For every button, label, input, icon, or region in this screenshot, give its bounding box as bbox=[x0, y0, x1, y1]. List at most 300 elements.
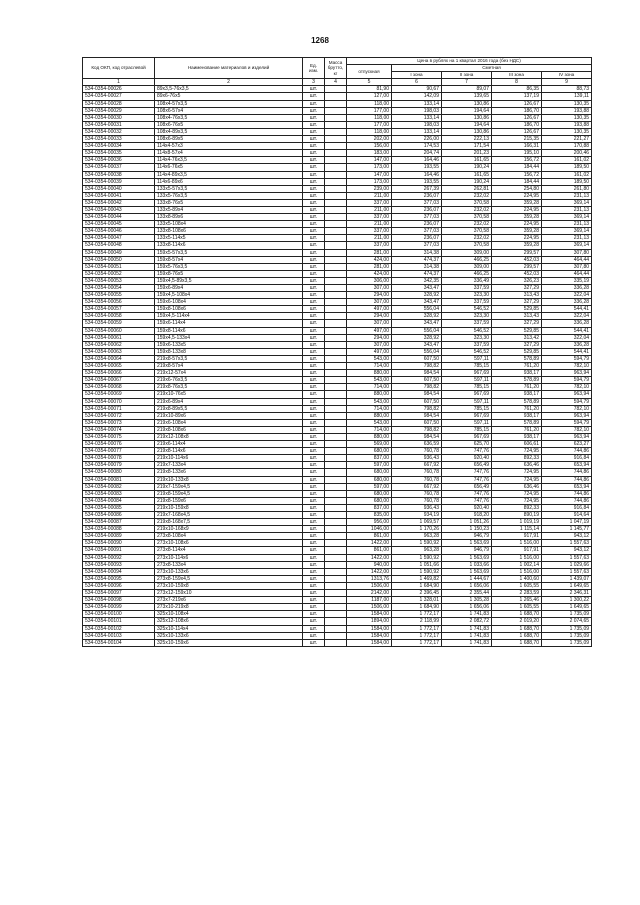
table-row bbox=[83, 554, 592, 561]
item-name-cell: 108x6-57x4 bbox=[155, 107, 303, 114]
table-row bbox=[83, 277, 592, 284]
okp-code-cell: 534-0354-00031 bbox=[83, 121, 155, 128]
zone-4-price-cell: 200,46 bbox=[542, 150, 592, 157]
zone-3-price-cell: 126,67 bbox=[492, 100, 542, 107]
table-row bbox=[83, 313, 592, 320]
zone-1-price-cell: 164,46 bbox=[392, 157, 442, 164]
item-name-cell: 133x8-89x6 bbox=[155, 214, 303, 221]
okp-code-cell: 534-0354-00061 bbox=[83, 334, 155, 341]
zone-2-price-cell: 967,69 bbox=[442, 412, 492, 419]
item-name-cell: 89x3,5-76x3,5 bbox=[155, 86, 303, 93]
unit-cell: шт. bbox=[303, 214, 325, 221]
zone-2-price-cell: 967,69 bbox=[442, 433, 492, 440]
release-price-cell: 147,00 bbox=[347, 171, 392, 178]
zone-2-price-cell: 918,20 bbox=[442, 512, 492, 519]
table-row bbox=[83, 235, 592, 242]
zone-1-price-cell: 164,46 bbox=[392, 171, 442, 178]
zone-4-price-cell: 1 145,77 bbox=[542, 526, 592, 533]
item-name-cell: 219x8-89x5,5 bbox=[155, 405, 303, 412]
mass-cell bbox=[325, 476, 347, 483]
okp-code-cell: 534-0354-00057 bbox=[83, 306, 155, 313]
okp-code-cell: 534-0354-00032 bbox=[83, 128, 155, 135]
item-name-cell: 159x5-57x3,5 bbox=[155, 249, 303, 256]
unit-cell: шт. bbox=[303, 625, 325, 632]
release-price-cell: 2142,00 bbox=[347, 590, 392, 597]
table-row bbox=[83, 355, 592, 362]
mass-cell bbox=[325, 292, 347, 299]
zone-4-price-cell: 189,50 bbox=[542, 178, 592, 185]
zone-2-price-cell: 946,79 bbox=[442, 547, 492, 554]
zone-3-price-cell: 327,29 bbox=[492, 320, 542, 327]
unit-cell: шт. bbox=[303, 100, 325, 107]
zone-4-price-cell: 963,94 bbox=[542, 433, 592, 440]
okp-code-cell: 534-0354-00068 bbox=[83, 384, 155, 391]
zone-4-price-cell: 336,28 bbox=[542, 341, 592, 348]
zone-3-price-cell: 938,17 bbox=[492, 412, 542, 419]
unit-cell: шт. bbox=[303, 419, 325, 426]
unit-cell: шт. bbox=[303, 469, 325, 476]
table-row bbox=[83, 469, 592, 476]
mass-cell bbox=[325, 370, 347, 377]
header-mass: Масса брутто, кг bbox=[325, 58, 347, 79]
unit-cell: шт. bbox=[303, 320, 325, 327]
mass-cell bbox=[325, 419, 347, 426]
table-row bbox=[83, 178, 592, 185]
unit-cell: шт. bbox=[303, 348, 325, 355]
okp-code-cell: 534-0354-00034 bbox=[83, 143, 155, 150]
release-price-cell: 81,90 bbox=[347, 86, 392, 93]
zone-1-price-cell: 984,54 bbox=[392, 370, 442, 377]
item-name-cell: 219x6-76x3,5 bbox=[155, 377, 303, 384]
unit-cell: шт. bbox=[303, 292, 325, 299]
release-price-cell: 1584,00 bbox=[347, 639, 392, 646]
zone-1-price-cell: 198,03 bbox=[392, 107, 442, 114]
table-row bbox=[83, 377, 592, 384]
table-row bbox=[83, 398, 592, 405]
zone-1-price-cell: 314,38 bbox=[392, 249, 442, 256]
okp-code-cell: 534-0354-00075 bbox=[83, 433, 155, 440]
zone-2-price-cell: 370,58 bbox=[442, 214, 492, 221]
table-row bbox=[83, 320, 592, 327]
unit-cell: шт. bbox=[303, 157, 325, 164]
zone-4-price-cell: 307,80 bbox=[542, 249, 592, 256]
zone-1-price-cell: 90,67 bbox=[392, 86, 442, 93]
okp-code-cell: 534-0354-00099 bbox=[83, 604, 155, 611]
table-row bbox=[83, 341, 592, 348]
zone-2-price-cell: 785,15 bbox=[442, 405, 492, 412]
zone-4-price-cell: 464,44 bbox=[542, 270, 592, 277]
zone-3-price-cell: 1 605,55 bbox=[492, 582, 542, 589]
zone-2-price-cell: 747,76 bbox=[442, 476, 492, 483]
zone-4-price-cell: 322,04 bbox=[542, 313, 592, 320]
zone-1-price-cell: 760,78 bbox=[392, 469, 442, 476]
release-price-cell: 173,00 bbox=[347, 164, 392, 171]
zone-1-price-cell: 963,28 bbox=[392, 547, 442, 554]
zone-3-price-cell: 359,28 bbox=[492, 199, 542, 206]
release-price-cell: 837,00 bbox=[347, 504, 392, 511]
zone-4-price-cell: 193,88 bbox=[542, 107, 592, 114]
zone-2-price-cell: 232,02 bbox=[442, 235, 492, 242]
table-row bbox=[83, 136, 592, 143]
zone-2-price-cell: 201,23 bbox=[442, 150, 492, 157]
item-name-cell: 114x8-57x4 bbox=[155, 150, 303, 157]
zone-2-price-cell: 1 741,83 bbox=[442, 639, 492, 646]
item-name-cell: 219x8-133x6 bbox=[155, 469, 303, 476]
zone-4-price-cell: 653,94 bbox=[542, 483, 592, 490]
okp-code-cell: 534-0354-00097 bbox=[83, 590, 155, 597]
zone-4-price-cell: 782,10 bbox=[542, 363, 592, 370]
release-price-cell: 543,00 bbox=[347, 355, 392, 362]
table-row bbox=[83, 561, 592, 568]
table-row bbox=[83, 185, 592, 192]
zone-1-price-cell: 798,82 bbox=[392, 363, 442, 370]
unit-cell: шт. bbox=[303, 632, 325, 639]
item-name-cell: 219x10-133x8 bbox=[155, 476, 303, 483]
release-price-cell: 156,00 bbox=[347, 143, 392, 150]
zone-1-price-cell: 236,07 bbox=[392, 221, 442, 228]
zone-1-price-cell: 556,04 bbox=[392, 348, 442, 355]
item-name-cell: 219x6-108x4 bbox=[155, 419, 303, 426]
zone-4-price-cell: 1 649,65 bbox=[542, 604, 592, 611]
zone-2-price-cell: 466,25 bbox=[442, 256, 492, 263]
okp-code-cell: 534-0354-00090 bbox=[83, 540, 155, 547]
release-price-cell: 294,00 bbox=[347, 313, 392, 320]
release-price-cell: 281,00 bbox=[347, 263, 392, 270]
zone-3-price-cell: 1 688,70 bbox=[492, 625, 542, 632]
table-row bbox=[83, 128, 592, 135]
zone-2-price-cell: 337,59 bbox=[442, 299, 492, 306]
zone-4-price-cell: 544,41 bbox=[542, 306, 592, 313]
okp-code-cell: 534-0354-00101 bbox=[83, 618, 155, 625]
mass-cell bbox=[325, 377, 347, 384]
okp-code-cell: 534-0354-00042 bbox=[83, 199, 155, 206]
mass-cell bbox=[325, 100, 347, 107]
okp-code-cell: 534-0354-00036 bbox=[83, 157, 155, 164]
unit-cell: шт. bbox=[303, 270, 325, 277]
mass-cell bbox=[325, 341, 347, 348]
item-name-cell: 159x8-114x6 bbox=[155, 327, 303, 334]
zone-1-price-cell: 798,82 bbox=[392, 426, 442, 433]
zone-1-price-cell: 198,03 bbox=[392, 121, 442, 128]
item-name-cell: 273x8-114x4 bbox=[155, 547, 303, 554]
table-row bbox=[83, 100, 592, 107]
unit-cell: шт. bbox=[303, 277, 325, 284]
table-row bbox=[83, 192, 592, 199]
zone-2-price-cell: 171,54 bbox=[442, 143, 492, 150]
zone-2-price-cell: 161,65 bbox=[442, 171, 492, 178]
okp-code-cell: 534-0354-00045 bbox=[83, 221, 155, 228]
okp-code-cell: 534-0354-00059 bbox=[83, 320, 155, 327]
zone-1-price-cell: 760,78 bbox=[392, 490, 442, 497]
mass-cell bbox=[325, 327, 347, 334]
table-row bbox=[83, 285, 592, 292]
unit-cell: шт. bbox=[303, 178, 325, 185]
unit-cell: шт. bbox=[303, 143, 325, 150]
release-price-cell: 880,00 bbox=[347, 370, 392, 377]
okp-code-cell: 534-0354-00051 bbox=[83, 263, 155, 270]
release-price-cell: 1046,00 bbox=[347, 526, 392, 533]
zone-3-price-cell: 636,46 bbox=[492, 462, 542, 469]
unit-cell: шт. bbox=[303, 370, 325, 377]
okp-code-cell: 534-0354-00073 bbox=[83, 419, 155, 426]
item-name-cell: 219x12-57x4 bbox=[155, 370, 303, 377]
okp-code-cell: 534-0354-00054 bbox=[83, 285, 155, 292]
okp-code-cell: 534-0354-00043 bbox=[83, 206, 155, 213]
zone-1-price-cell: 1 772,17 bbox=[392, 625, 442, 632]
table-row bbox=[83, 412, 592, 419]
table-row bbox=[83, 228, 592, 235]
zone-4-price-cell: 130,35 bbox=[542, 100, 592, 107]
unit-cell: шт. bbox=[303, 86, 325, 93]
release-price-cell: 307,00 bbox=[347, 299, 392, 306]
mass-cell bbox=[325, 483, 347, 490]
release-price-cell: 294,00 bbox=[347, 334, 392, 341]
unit-cell: шт. bbox=[303, 327, 325, 334]
table-row bbox=[83, 611, 592, 618]
unit-cell: шт. bbox=[303, 121, 325, 128]
item-name-cell: 133x8-108x6 bbox=[155, 228, 303, 235]
zone-3-price-cell: 224,95 bbox=[492, 192, 542, 199]
zone-1-price-cell: 328,92 bbox=[392, 292, 442, 299]
zone-2-price-cell: 194,64 bbox=[442, 121, 492, 128]
okp-code-cell: 534-0354-00050 bbox=[83, 256, 155, 263]
unit-cell: шт. bbox=[303, 561, 325, 568]
item-name-cell: 159x6-108x4 bbox=[155, 299, 303, 306]
release-price-cell: 147,00 bbox=[347, 157, 392, 164]
zone-1-price-cell: 377,03 bbox=[392, 242, 442, 249]
release-price-cell: 569,00 bbox=[347, 441, 392, 448]
item-name-cell: 108x6-76x5 bbox=[155, 121, 303, 128]
table-row bbox=[83, 164, 592, 171]
unit-cell: шт. bbox=[303, 540, 325, 547]
table-row bbox=[83, 455, 592, 462]
zone-1-price-cell: 1 469,82 bbox=[392, 575, 442, 582]
mass-cell bbox=[325, 398, 347, 405]
zone-2-price-cell: 89,07 bbox=[442, 86, 492, 93]
zone-4-price-cell: 231,13 bbox=[542, 206, 592, 213]
zone-4-price-cell: 139,11 bbox=[542, 93, 592, 100]
table-row bbox=[83, 157, 592, 164]
mass-cell bbox=[325, 249, 347, 256]
table-row bbox=[83, 419, 592, 426]
okp-code-cell: 534-0354-00060 bbox=[83, 327, 155, 334]
unit-cell: шт. bbox=[303, 448, 325, 455]
unit-cell: шт. bbox=[303, 171, 325, 178]
zone-3-price-cell: 578,89 bbox=[492, 377, 542, 384]
release-price-cell: 680,00 bbox=[347, 469, 392, 476]
release-price-cell: 680,00 bbox=[347, 490, 392, 497]
okp-code-cell: 534-0354-00102 bbox=[83, 625, 155, 632]
table-row bbox=[83, 256, 592, 263]
table-row bbox=[83, 519, 592, 526]
unit-cell: шт. bbox=[303, 128, 325, 135]
mass-cell bbox=[325, 590, 347, 597]
mass-cell bbox=[325, 164, 347, 171]
index-cell: 4 bbox=[325, 79, 347, 86]
item-name-cell: 325x10-114x4 bbox=[155, 625, 303, 632]
okp-code-cell: 534-0354-00038 bbox=[83, 171, 155, 178]
okp-code-cell: 534-0354-00086 bbox=[83, 512, 155, 519]
okp-code-cell: 534-0354-00063 bbox=[83, 348, 155, 355]
zone-3-price-cell: 761,20 bbox=[492, 405, 542, 412]
okp-code-cell: 534-0354-00044 bbox=[83, 214, 155, 221]
item-name-cell: 219x10-159x8 bbox=[155, 504, 303, 511]
mass-cell bbox=[325, 554, 347, 561]
zone-3-price-cell: 1 516,00 bbox=[492, 568, 542, 575]
zone-4-price-cell: 231,13 bbox=[542, 221, 592, 228]
zone-2-price-cell: 232,02 bbox=[442, 206, 492, 213]
zone-4-price-cell: 544,41 bbox=[542, 348, 592, 355]
zone-1-price-cell: 474,37 bbox=[392, 256, 442, 263]
zone-1-price-cell: 377,03 bbox=[392, 228, 442, 235]
table-row bbox=[83, 526, 592, 533]
zone-4-price-cell: 744,86 bbox=[542, 490, 592, 497]
mass-cell bbox=[325, 561, 347, 568]
item-name-cell: 273x8-133x4 bbox=[155, 561, 303, 568]
item-name-cell: 273x10-114x6 bbox=[155, 554, 303, 561]
unit-cell: шт. bbox=[303, 497, 325, 504]
unit-cell: шт. bbox=[303, 575, 325, 582]
mass-cell bbox=[325, 568, 347, 575]
okp-code-cell: 534-0354-00089 bbox=[83, 533, 155, 540]
release-price-cell: 281,00 bbox=[347, 249, 392, 256]
mass-cell bbox=[325, 433, 347, 440]
zone-1-price-cell: 607,50 bbox=[392, 419, 442, 426]
column-index-row bbox=[83, 79, 592, 86]
item-name-cell: 325x10-108x4 bbox=[155, 611, 303, 618]
mass-cell bbox=[325, 469, 347, 476]
table-row bbox=[83, 490, 592, 497]
release-price-cell: 714,00 bbox=[347, 405, 392, 412]
unit-cell: шт. bbox=[303, 334, 325, 341]
unit-cell: шт. bbox=[303, 313, 325, 320]
release-price-cell: 211,00 bbox=[347, 221, 392, 228]
item-name-cell: 219x7-159x4,5 bbox=[155, 483, 303, 490]
unit-cell: шт. bbox=[303, 512, 325, 519]
item-name-cell: 159x6-114x4 bbox=[155, 320, 303, 327]
release-price-cell: 211,00 bbox=[347, 235, 392, 242]
mass-cell bbox=[325, 277, 347, 284]
zone-3-price-cell: 126,67 bbox=[492, 114, 542, 121]
okp-code-cell: 534-0354-00077 bbox=[83, 448, 155, 455]
zone-3-price-cell: 890,19 bbox=[492, 512, 542, 519]
item-name-cell: 219x7-133x4 bbox=[155, 462, 303, 469]
release-price-cell: 1894,00 bbox=[347, 618, 392, 625]
mass-cell bbox=[325, 526, 347, 533]
zone-4-price-cell: 1 735,09 bbox=[542, 611, 592, 618]
zone-2-price-cell: 130,86 bbox=[442, 128, 492, 135]
table-row bbox=[83, 504, 592, 511]
unit-cell: шт. bbox=[303, 114, 325, 121]
zone-1-price-cell: 328,92 bbox=[392, 313, 442, 320]
index-cell: 1 bbox=[83, 79, 155, 86]
zone-1-price-cell: 1 772,17 bbox=[392, 632, 442, 639]
zone-1-price-cell: 667,92 bbox=[392, 462, 442, 469]
okp-code-cell: 534-0354-00041 bbox=[83, 192, 155, 199]
zone-3-price-cell: 186,70 bbox=[492, 121, 542, 128]
zone-4-price-cell: 369,14 bbox=[542, 228, 592, 235]
zone-4-price-cell: 1 649,65 bbox=[542, 582, 592, 589]
header-code: Код ОКП, код отраслевой bbox=[83, 58, 155, 79]
zone-1-price-cell: 377,03 bbox=[392, 214, 442, 221]
table-row bbox=[83, 306, 592, 313]
zone-1-price-cell: 1 684,90 bbox=[392, 582, 442, 589]
zone-1-price-cell: 133,14 bbox=[392, 100, 442, 107]
zone-4-price-cell: 782,10 bbox=[542, 426, 592, 433]
mass-cell bbox=[325, 121, 347, 128]
zone-3-price-cell: 452,03 bbox=[492, 270, 542, 277]
release-price-cell: 597,00 bbox=[347, 462, 392, 469]
okp-code-cell: 534-0354-00027 bbox=[83, 93, 155, 100]
okp-code-cell: 534-0354-00088 bbox=[83, 526, 155, 533]
release-price-cell: 177,00 bbox=[347, 107, 392, 114]
okp-code-cell: 534-0354-00084 bbox=[83, 497, 155, 504]
zone-4-price-cell: 88,73 bbox=[542, 86, 592, 93]
unit-cell: шт. bbox=[303, 206, 325, 213]
zone-1-price-cell: 1 069,57 bbox=[392, 519, 442, 526]
zone-1-price-cell: 267,39 bbox=[392, 185, 442, 192]
zone-3-price-cell: 529,85 bbox=[492, 327, 542, 334]
mass-cell bbox=[325, 320, 347, 327]
release-price-cell: 337,00 bbox=[347, 242, 392, 249]
zone-4-price-cell: 594,79 bbox=[542, 419, 592, 426]
zone-3-price-cell: 1 019,19 bbox=[492, 519, 542, 526]
table-row bbox=[83, 150, 592, 157]
zone-2-price-cell: 2 355,44 bbox=[442, 590, 492, 597]
zone-2-price-cell: 370,58 bbox=[442, 199, 492, 206]
zone-3-price-cell: 313,43 bbox=[492, 313, 542, 320]
zone-2-price-cell: 323,30 bbox=[442, 334, 492, 341]
mass-cell bbox=[325, 632, 347, 639]
okp-code-cell: 534-0354-00094 bbox=[83, 568, 155, 575]
okp-code-cell: 534-0354-00052 bbox=[83, 270, 155, 277]
table-row bbox=[83, 604, 592, 611]
zone-4-price-cell: 307,80 bbox=[542, 263, 592, 270]
release-price-cell: 1584,00 bbox=[347, 625, 392, 632]
table-row bbox=[83, 199, 592, 206]
mass-cell bbox=[325, 86, 347, 93]
unit-cell: шт. bbox=[303, 533, 325, 540]
unit-cell: шт. bbox=[303, 228, 325, 235]
release-price-cell: 1506,00 bbox=[347, 582, 392, 589]
release-price-cell: 239,00 bbox=[347, 185, 392, 192]
release-price-cell: 306,00 bbox=[347, 277, 392, 284]
zone-2-price-cell: 232,02 bbox=[442, 192, 492, 199]
zone-1-price-cell: 1 170,26 bbox=[392, 526, 442, 533]
zone-4-price-cell: 914,64 bbox=[542, 512, 592, 519]
unit-cell: шт. bbox=[303, 639, 325, 646]
table-row bbox=[83, 582, 592, 589]
table-row bbox=[83, 242, 592, 249]
mass-cell bbox=[325, 455, 347, 462]
zone-2-price-cell: 920,40 bbox=[442, 504, 492, 511]
zone-4-price-cell: 1 439,07 bbox=[542, 575, 592, 582]
zone-4-price-cell: 189,50 bbox=[542, 164, 592, 171]
zone-2-price-cell: 1 563,69 bbox=[442, 554, 492, 561]
zone-4-price-cell: 336,28 bbox=[542, 299, 592, 306]
mass-cell bbox=[325, 306, 347, 313]
zone-4-price-cell: 744,86 bbox=[542, 448, 592, 455]
zone-2-price-cell: 130,86 bbox=[442, 114, 492, 121]
release-price-cell: 680,00 bbox=[347, 448, 392, 455]
okp-code-cell: 534-0354-00035 bbox=[83, 150, 155, 157]
zone-2-price-cell: 1 656,06 bbox=[442, 604, 492, 611]
item-name-cell: 325x10-133x6 bbox=[155, 632, 303, 639]
zone-3-price-cell: 1 265,46 bbox=[492, 597, 542, 604]
zone-3-price-cell: 724,95 bbox=[492, 490, 542, 497]
zone-2-price-cell: 597,11 bbox=[442, 398, 492, 405]
mass-cell bbox=[325, 128, 347, 135]
